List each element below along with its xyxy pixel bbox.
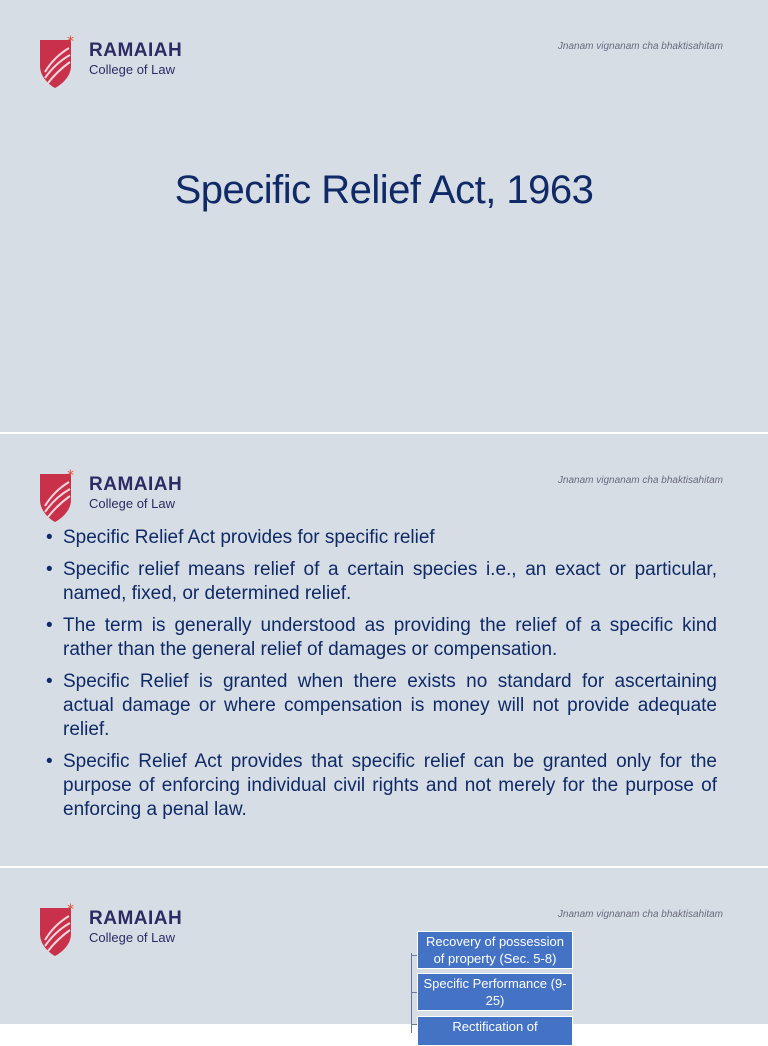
bullet-item: • The term is generally understood as providing the relief of a specific kind rather than the general relief of damages or compensation. [45,614,717,662]
college-logo [37,34,197,90]
brand-subtitle: College of Law [89,496,175,511]
relief-hierarchy-diagram [405,931,580,1034]
slide-title: Specific Relief Act, 1963 [174,168,594,212]
ramaiah-emblem-icon [37,34,81,90]
brand-name: RAMAIAH [89,474,183,495]
ramaiah-emblem-icon [37,468,81,524]
bullet-item: • Specific Relief is granted when there exists no standard for ascertaining actual damage or where compensation is money will not provide adequate relief. [45,670,717,742]
brand-name: RAMAIAH [89,40,183,61]
slide-3 [0,868,768,1034]
college-logo [37,468,197,524]
brand-subtitle: College of Law [89,930,175,945]
connector-line [411,953,412,1033]
motto: Jnanam vignanam cha bhaktisahitam [557,41,723,52]
motto: Jnanam vignanam cha bhaktisahitam [557,475,723,486]
bullet-item: • Specific relief means relief of a certain species i.e., an exact or particular, named, fixed, or determined relief. [45,558,717,606]
brand-name: RAMAIAH [89,908,183,929]
college-logo [37,902,197,958]
brand-subtitle: College of Law [89,62,175,77]
svg-text:*: * [67,468,74,484]
svg-text:*: * [67,34,74,50]
svg-text:*: * [67,902,74,918]
ramaiah-emblem-icon [37,902,81,958]
bullet-item: • Specific Relief Act provides for specific relief [45,526,717,550]
diagram-box: Specific Performance (9-25) [417,973,573,1011]
bullet-list [45,526,717,830]
motto: Jnanam vignanam cha bhaktisahitam [557,909,723,920]
diagram-box: Recovery of possession of property (Sec. 5-8) [417,931,573,969]
diagram-box: Rectification of [417,1016,573,1046]
bullet-item: • Specific Relief Act provides that specific relief can be granted only for the purpose of enforcing individual civil rights and not merely for the purpose of enforcing a penal law. [45,750,717,822]
slide-2 [0,434,768,866]
slide-1 [0,0,768,432]
